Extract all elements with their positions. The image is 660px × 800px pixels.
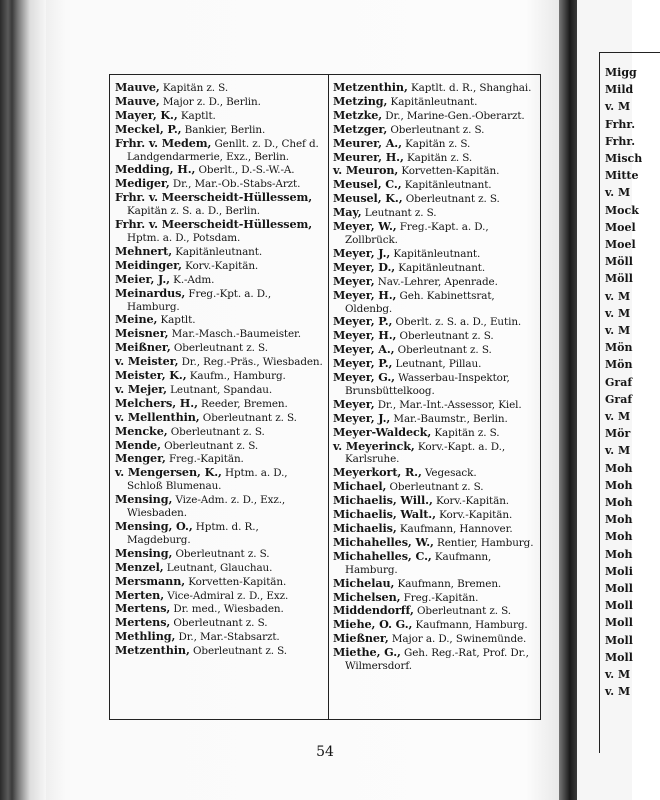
- next-page-fragment: v. M: [605, 306, 631, 320]
- next-page-fragment: v. M: [605, 289, 631, 303]
- entry-name: Mersmann,: [115, 573, 186, 588]
- entry-name: Mensing, O.,: [115, 519, 193, 533]
- next-page-fragment: Moll: [605, 650, 633, 664]
- directory-entry: [115, 177, 323, 191]
- directory-entry: [333, 178, 538, 192]
- entry-details: Leutnant, Spandau.: [166, 383, 273, 396]
- entry-details: Hptm. a. D., Schloß Blumenau.: [127, 467, 288, 493]
- entry-name: Meyer, P.,: [333, 356, 393, 371]
- entry-name: Meyer, G.,: [333, 370, 395, 385]
- entry-details: Leutnant, Pillau.: [392, 358, 482, 371]
- entry-details: Leutnant, Glauchau.: [163, 561, 273, 574]
- entry-details: Geh. Reg.-Rat, Prof. Dr., Wilmersdorf.: [345, 647, 529, 673]
- next-page-fragment: v. M: [605, 685, 631, 699]
- entry-details: Kaufmann, Hamburg.: [412, 619, 528, 632]
- entry-name: Meyer,: [333, 396, 375, 411]
- entry-name: Menger,: [115, 451, 166, 466]
- directory-entry: [333, 412, 538, 426]
- directory-entry: [333, 646, 538, 673]
- entry-name: Methling,: [115, 629, 176, 644]
- entry-details: Mar.-Masch.-Baumeister.: [168, 328, 301, 341]
- entry-details: Oberleutnant z. S.: [170, 617, 268, 630]
- directory-entry: [115, 589, 323, 603]
- directory-entry: [115, 452, 323, 466]
- directory-entry: [333, 480, 538, 494]
- directory-entry: [333, 192, 538, 206]
- directory-entry: [333, 577, 538, 591]
- entry-name: Meurer, A.,: [333, 135, 402, 150]
- next-page-fragment: Graf: [605, 375, 633, 389]
- entry-details: Dr., Marine-Gen.-Oberarzt.: [382, 109, 525, 122]
- column-divider: [328, 75, 329, 719]
- entry-name: Middendorff,: [333, 603, 414, 618]
- directory-entry: [333, 109, 538, 123]
- book-gutter: [559, 0, 577, 800]
- book-binding: [0, 0, 46, 800]
- directory-frame: [109, 74, 541, 720]
- next-page-fragment: v. M: [605, 410, 631, 423]
- entry-details: Oberleutnant z. S.: [170, 342, 268, 355]
- entry-name: v. Mengersen, K.,: [115, 465, 222, 480]
- directory-entry: [115, 493, 323, 520]
- entry-name: Meine,: [115, 312, 158, 327]
- next-page-fragment: v. M: [605, 186, 631, 200]
- entry-name: Mensing,: [115, 492, 173, 507]
- right-column: [333, 81, 538, 673]
- directory-entry: [333, 261, 538, 275]
- entry-details: Kapitän z. S. a. D., Berlin.: [127, 205, 260, 218]
- entry-name: Meinardus,: [115, 285, 186, 300]
- entry-details: Dr., Reg.-Präs., Wiesbaden.: [178, 356, 323, 369]
- next-page-fragment: Moh: [605, 461, 633, 475]
- entry-name: Michaelis, Will.,: [333, 493, 433, 508]
- entry-name: Mertens,: [115, 615, 171, 630]
- directory-entry: [115, 287, 323, 314]
- directory-entry: [115, 163, 323, 177]
- entry-details: Korv.-Kapitän.: [432, 495, 510, 508]
- entry-name: Meyer, A.,: [333, 342, 395, 357]
- next-page-fragment: Frhr.: [605, 117, 636, 131]
- entry-name: Mediger,: [115, 176, 170, 191]
- entry-details: Dr. med., Wiesbaden.: [170, 603, 284, 616]
- entry-details: Korv.-Kapt. a. D., Karlsruhe.: [345, 440, 506, 466]
- entry-name: Mehnert,: [115, 243, 173, 258]
- directory-entry: [115, 439, 323, 453]
- entry-details: Korvetten-Kapitän.: [185, 575, 287, 588]
- next-page-fragment: Moll: [605, 633, 633, 647]
- directory-entry: [333, 550, 538, 577]
- entry-name: Michahelles, C.,: [333, 548, 432, 563]
- entry-details: Freg.-Kapt. a. D., Zollbrück.: [345, 221, 489, 246]
- directory-entry: [115, 218, 323, 245]
- entry-details: Hptm. d. R., Magdeburg.: [127, 521, 259, 546]
- entry-details: Rentier, Hamburg.: [433, 536, 534, 549]
- entry-name: Michaelis, Walt.,: [333, 507, 436, 522]
- next-page-fragment: Frhr.: [605, 134, 636, 148]
- entry-details: Kaufmann, Bremen.: [394, 577, 502, 590]
- directory-entry: [333, 164, 538, 178]
- entry-name: Mießner,: [333, 631, 389, 646]
- directory-entry: [333, 123, 538, 137]
- entry-name: Meyer, P.,: [333, 314, 393, 329]
- directory-entry: [115, 95, 323, 109]
- directory-entry: [115, 313, 323, 327]
- entry-details: Oberleutnant z. S.: [396, 330, 494, 343]
- next-page-fragment: v. M: [605, 324, 631, 337]
- next-page-fragment: Mön: [605, 341, 633, 355]
- entry-details: Oberleutnant z. S.: [413, 605, 512, 618]
- directory-entry: [333, 95, 538, 109]
- directory-entry: [333, 275, 538, 289]
- entry-details: Kapitän z. S.: [431, 426, 500, 439]
- directory-entry: [115, 602, 323, 616]
- entry-details: K.-Adm.: [169, 273, 215, 286]
- directory-entry: [115, 123, 323, 137]
- entry-details: Leutnant z. S.: [361, 207, 437, 220]
- directory-entry: [115, 616, 323, 630]
- entry-name: Menzel,: [115, 559, 164, 574]
- entry-details: Kapitän z. S.: [401, 137, 471, 150]
- entry-name: Metzke,: [333, 107, 383, 122]
- entry-name: Meyer,: [333, 273, 375, 288]
- entry-details: Kapitänleutnant.: [172, 245, 263, 258]
- entry-name: v. Meister,: [115, 354, 179, 369]
- next-page-fragment: Moh: [605, 513, 633, 527]
- directory-entry: [115, 81, 323, 95]
- entry-details: Hptm. a. D., Potsdam.: [127, 231, 241, 244]
- directory-entry: [333, 343, 538, 357]
- entry-name: Melchers, H.,: [115, 395, 198, 410]
- directory-entry: [115, 411, 323, 425]
- entry-name: Metzger,: [333, 121, 388, 136]
- next-page-fragment: Mild: [605, 83, 634, 97]
- entry-details: Oberleutnant z. S.: [394, 344, 492, 357]
- directory-entry: [333, 81, 538, 95]
- directory-entry: [333, 604, 538, 618]
- next-page-fragment: Moll: [605, 599, 633, 613]
- entry-details: Geh. Kabinettsrat, Oldenbg.: [345, 289, 495, 315]
- entry-details: Kaufm., Hamburg.: [186, 370, 286, 383]
- directory-entry: [115, 191, 323, 218]
- directory-entry: [333, 329, 538, 343]
- next-page-edge: [577, 0, 643, 800]
- directory-entry: [333, 206, 538, 220]
- entry-name: Medding, H.,: [115, 162, 196, 177]
- entry-name: Metzenthin,: [115, 643, 190, 658]
- entry-details: Oberleutnant z. S.: [189, 645, 287, 658]
- entry-details: Freg.-Kapitän.: [165, 453, 244, 466]
- entry-details: Kaufmann, Hamburg.: [345, 550, 492, 576]
- next-page-fragment: Möll: [605, 255, 633, 269]
- entry-details: Reeder, Bremen.: [197, 397, 288, 410]
- next-page-fragment: v. M: [605, 668, 631, 681]
- directory-entry: [333, 591, 538, 605]
- entry-details: Nav.-Lehrer, Apenrade.: [374, 275, 498, 288]
- next-page-fragment: Moel: [605, 220, 636, 234]
- directory-entry: [115, 561, 323, 575]
- entry-name: Meißner,: [115, 340, 171, 355]
- entry-details: Oberleutnant z. S.: [386, 481, 484, 494]
- next-page-fragment: Misch: [605, 152, 643, 165]
- entry-details: Kapitänleutnant.: [390, 247, 481, 260]
- entry-details: Kaptlt.: [157, 314, 196, 327]
- directory-entry: [333, 508, 538, 522]
- entry-name: Mauve,: [115, 93, 160, 108]
- directory-entry: [333, 220, 538, 247]
- directory-entry: [333, 426, 538, 440]
- directory-entry: [115, 644, 323, 658]
- left-column: [115, 81, 323, 658]
- entry-details: Dr., Mar.-Int.-Assessor, Kiel.: [374, 398, 522, 411]
- entry-name: Michelau,: [333, 575, 395, 590]
- directory-entry: [333, 137, 538, 151]
- entry-name: Michelsen,: [333, 589, 401, 604]
- directory-entry: [333, 289, 538, 316]
- directory-entry: [333, 440, 538, 467]
- directory-entry: [333, 247, 538, 261]
- entry-details: Wasserbau-Inspektor, Brunsbüttelkoog.: [345, 372, 510, 397]
- entry-name: Meyer-Waldeck,: [333, 424, 432, 439]
- next-page-fragment: v. M: [605, 100, 631, 114]
- next-page-fragment: Moh: [605, 530, 633, 544]
- entry-name: Frhr. v. Meerscheidt-Hüllessem,: [115, 190, 313, 205]
- next-page-fragment: Mör: [605, 427, 631, 441]
- next-page-fragment: Moh: [605, 496, 633, 509]
- entry-name: Metzenthin,: [333, 80, 408, 94]
- entry-details: Oberleutnant z. S.: [172, 547, 270, 560]
- next-page-fragment: Moel: [605, 238, 636, 251]
- directory-entry: [333, 151, 538, 165]
- entry-name: Mencke,: [115, 423, 168, 438]
- entry-details: Kapitänleutnant.: [401, 179, 492, 192]
- entry-name: Miethe, G.,: [333, 645, 401, 660]
- directory-entry: [115, 425, 323, 439]
- directory-entry: [333, 618, 538, 632]
- next-page-fragment: Mitte: [605, 169, 639, 183]
- directory-entry: [333, 466, 538, 480]
- entry-name: Meyer, J.,: [333, 245, 391, 260]
- entry-name: Meister, K.,: [115, 368, 187, 383]
- entry-details: Oberleutnant z. S.: [387, 123, 485, 136]
- directory-entry: [115, 575, 323, 589]
- next-page-fragment: Möll: [605, 272, 633, 286]
- directory-entry: [115, 547, 323, 561]
- directory-entry: [333, 522, 538, 536]
- directory-entry: [115, 341, 323, 355]
- entry-details: Oberlt., D.-S.-W.-A.: [195, 164, 295, 177]
- entry-name: v. Meyerinck,: [333, 438, 415, 453]
- directory-entry: [333, 398, 538, 412]
- entry-name: Mensing,: [115, 545, 173, 560]
- next-page-fragment: Mock: [605, 203, 639, 217]
- next-page-fragment: Moll: [605, 582, 633, 595]
- entry-name: Miehe, O. G.,: [333, 617, 413, 632]
- entry-details: Kapitänleutnant.: [395, 261, 486, 274]
- entry-name: Meusel, C.,: [333, 177, 402, 192]
- entry-details: Korv.-Kapitän.: [435, 509, 513, 522]
- entry-name: v. Meuron,: [333, 163, 399, 178]
- entry-name: Mertens,: [115, 601, 171, 616]
- directory-entry: [115, 273, 323, 287]
- next-page-fragment: Graf: [605, 392, 633, 406]
- entry-details: Vegesack.: [421, 467, 477, 480]
- entry-name: Meyer, H.,: [333, 328, 397, 343]
- directory-entry: [333, 494, 538, 508]
- directory-entry: [115, 630, 323, 644]
- next-page-fragment: Moh: [605, 547, 633, 561]
- next-page-fragment: Migg: [605, 66, 637, 79]
- directory-entry: [115, 466, 323, 493]
- entry-name: Mende,: [115, 437, 161, 452]
- entry-details: Mar.-Baumstr., Berlin.: [390, 412, 508, 425]
- entry-details: Oberleutnant z. S.: [199, 411, 297, 424]
- entry-details: Freg.-Kpt. a. D., Hamburg.: [127, 287, 272, 313]
- entry-name: Meyer, H.,: [333, 287, 397, 302]
- directory-entry: [333, 632, 538, 646]
- next-page-fragment: Moll: [605, 616, 633, 630]
- directory-entry: [115, 397, 323, 411]
- entry-details: Vize-Adm. z. D., Exz., Wiesbaden.: [127, 494, 286, 520]
- entry-name: Frhr. v. Medem,: [115, 135, 212, 150]
- directory-entry: [115, 355, 323, 369]
- entry-name: Michahelles, W.,: [333, 534, 434, 549]
- entry-details: Dr., Mar.-Stabsarzt.: [175, 631, 280, 644]
- directory-entry: [115, 137, 323, 164]
- next-page-fragment: v. M: [605, 444, 631, 458]
- entry-name: Meyer, W.,: [333, 219, 397, 234]
- next-page-fragment: Moli: [605, 564, 633, 578]
- entry-name: Mauve,: [115, 80, 160, 94]
- entry-details: Dr., Mar.-Ob.-Stabs-Arzt.: [169, 178, 301, 191]
- entry-name: Meisner,: [115, 326, 169, 341]
- entry-details: Oberleutnant z. S.: [167, 425, 265, 438]
- entry-name: Metzing,: [333, 93, 388, 108]
- entry-name: Michaelis,: [333, 521, 397, 535]
- directory-entry: [115, 259, 323, 273]
- entry-details: Kaufmann, Hannover.: [396, 523, 513, 535]
- directory-entry: [115, 383, 323, 397]
- entry-details: Kaptlt.: [177, 109, 216, 122]
- entry-details: Kapitän z. S.: [403, 151, 473, 164]
- next-page-fragment: Moh: [605, 478, 633, 492]
- directory-entry: [333, 315, 538, 329]
- entry-name: Michael,: [333, 479, 387, 494]
- directory-entry: [333, 536, 538, 550]
- entry-name: Meusel, K.,: [333, 191, 403, 206]
- entry-name: May,: [333, 205, 362, 220]
- entry-details: Kapitän z. S.: [159, 82, 229, 94]
- entry-details: Korv.-Kapitän.: [181, 259, 259, 272]
- entry-name: Meyer, D.,: [333, 259, 396, 274]
- entry-name: Meyerkort, R.,: [333, 465, 422, 480]
- entry-details: Major z. D., Berlin.: [159, 95, 261, 108]
- entry-details: Korvetten-Kapitän.: [398, 165, 500, 178]
- entry-name: Meier, J.,: [115, 271, 170, 286]
- entry-name: v. Mejer,: [115, 381, 167, 396]
- entry-details: Vice-Admiral z. D., Exz.: [164, 589, 289, 602]
- entry-details: Oberlt. z. S. a. D., Eutin.: [392, 316, 522, 329]
- entry-details: Oberleutnant z. S.: [402, 193, 500, 206]
- entry-details: Bankier, Berlin.: [181, 123, 266, 136]
- next-page-fragment: Mön: [605, 358, 633, 372]
- entry-name: v. Mellenthin,: [115, 409, 200, 424]
- entry-details: Genllt. z. D., Chef d. Landgendarmerie, Exz., Berlin.: [127, 137, 319, 163]
- directory-entry: [115, 369, 323, 383]
- directory-entry: [115, 109, 323, 123]
- directory-entry: [333, 357, 538, 371]
- entry-name: Merten,: [115, 587, 165, 602]
- entry-name: Mayer, K.,: [115, 107, 178, 122]
- directory-entry: [115, 327, 323, 341]
- entry-details: Oberleutnant z. S.: [160, 439, 259, 452]
- directory-entry: [333, 371, 538, 398]
- entry-name: Meurer, H.,: [333, 149, 404, 164]
- entry-details: Freg.-Kapitän.: [400, 591, 479, 604]
- entry-details: Kaptlt. d. R., Shanghai.: [407, 82, 532, 94]
- entry-name: Meyer, J.,: [333, 410, 391, 425]
- entry-details: Kapitänleutnant.: [387, 95, 478, 108]
- entry-name: Meckel, P.,: [115, 121, 182, 136]
- page-number: 54: [316, 744, 334, 760]
- directory-entry: [115, 245, 323, 259]
- entry-name: Frhr. v. Meerscheidt-Hüllessem,: [115, 217, 313, 232]
- entry-name: Meidinger,: [115, 257, 182, 272]
- entry-details: Major a. D., Swinemünde.: [388, 633, 527, 646]
- directory-entry: [115, 520, 323, 547]
